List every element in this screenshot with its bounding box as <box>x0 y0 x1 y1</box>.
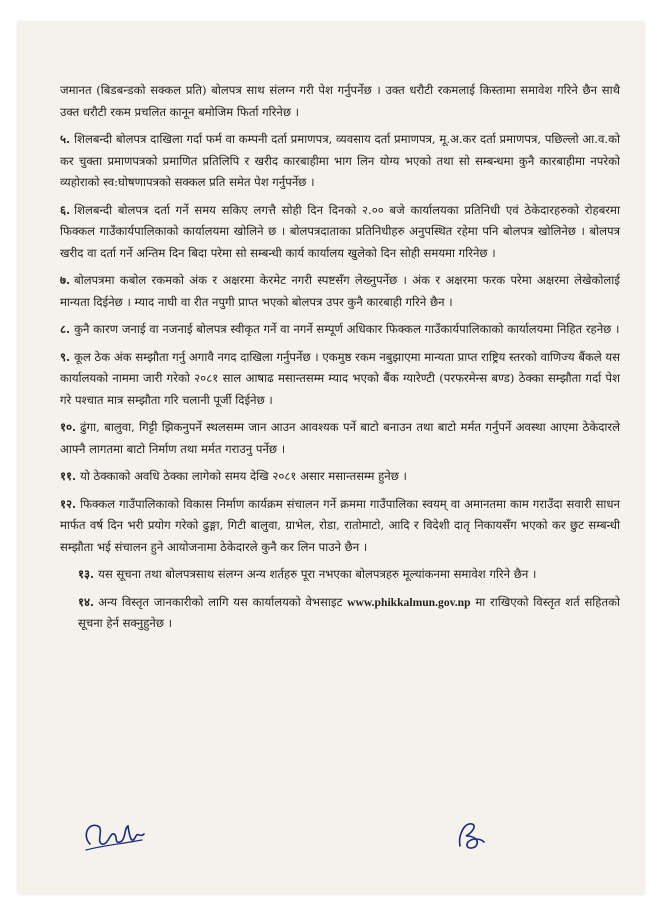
clause-number: ६. <box>60 202 71 217</box>
clause-text: बोलपत्रमा कबोल रकमको अंक र अक्षरमा केरमेट नगरी स्पष्टसँग लेख्नुपर्नेछ । अंक र अक्षरमा फरक परेमा अक्षरमा लेखेकोलाई मान्यता दिईनेछ । म्याद नाघी वा रीत नपुगी प्राप्त भएको बोलपत्र उपर कुनै कारबाही गरिने छैन । <box>60 273 620 309</box>
clause-number: १४. <box>78 594 95 609</box>
clause-7 <box>60 270 620 313</box>
clause-text: कूल ठेक अंक सम्झौता गर्नु अगावै नगद दाखिला गर्नुपर्नेछ । एकमुष्ठ रकम नबुझाएमा मान्यता प्राप्त राष्ट्रिय स्तरको वाणिज्य बैंकले यस कार्यालयको नाममा जारी गरेको २०८१ साल आषाढ मसान्तसम्म म्याद भएको बैंक ग्यारेण्टी (परफरमेन्स बण्ड) ठेक्का सम्झौता गर्दा पेश गरे पश्चात मात्र सम्झौता गरि चलानी पूर्जी दिईनेछ । <box>60 349 620 407</box>
signature-left-icon <box>80 814 152 858</box>
clause-number: ८. <box>60 322 71 336</box>
clause-number: १३. <box>78 567 95 581</box>
clause-text: अन्य विस्तृत जानकारीको लागि यस कार्यालयको वेभसाइट <box>98 594 343 609</box>
clause-5 <box>60 129 620 194</box>
clause-number: ९. <box>60 349 71 364</box>
clause-text: यस सूचना तथा बोलपत्रसाथ संलग्न अन्य शर्तहरु पूरा नभएका बोलपत्रहरु मूल्यांकनमा समावेश गरिने छैन । <box>98 567 537 581</box>
clause-11 <box>60 466 620 488</box>
clause-number: ७. <box>60 273 71 287</box>
clause-13 <box>60 564 620 586</box>
document-body <box>60 80 620 641</box>
clause-10 <box>60 417 620 460</box>
clause-text: ढुंगा, बालुवा, गिट्टी झिकनुपर्ने स्थलसम्म जान आउन आवश्यक पर्ने बाटो बनाउन तथा बाटो मर्मत गर्नुपर्ने अवस्था आएमा ठेकेदारले आफ्नै लागतमा बाटो निर्माण तथा मर्मत गराउनु पर्नेछ । <box>60 420 620 456</box>
clause-12 <box>60 494 620 559</box>
clause-9 <box>60 347 620 412</box>
clause-text: शिलबन्दी बोलपत्र दाखिला गर्दा फर्म वा कम्पनी दर्ता प्रमाणपत्र, व्यवसाय दर्ता प्रमाणपत्र, मू.अ.कर दर्ता प्रमाणपत्र, पछिल्लो आ.व.को कर चुक्ता प्रमाणपत्रको प्रमाणित प्रतिलिपि र खरीद कारबाहीमा भाग लिन योग्य भएको तथा सो सम्बन्धमा कुनै कारबाहीमा नपरेको व्यहोराको स्व:घोषणापत्रको सक्कल प्रति समेत पेश गर्नुपर्नेछ । <box>60 132 620 189</box>
signatures <box>58 812 618 872</box>
website-link[interactable]: www.phikkalmun.gov.np <box>347 595 471 609</box>
clause-text: फिक्कल गाउँपालिकाको विकास निर्माण कार्यक्रम संचालन गर्ने क्रममा गाउँपालिका स्वयम् वा अमानतमा काम गराउँदा सवारी साधन मार्फत वर्ष दिन भरी प्रयोग गरेको ढुङ्गा, गिटी बालुवा, ग्राभेल, रोडा, रातोमाटो, आदि र विदेशी दातृ निकायसँग भएको कर छुट सम्बन्धी सम्झौता भई संचालन हुने आयोजनामा ठेकेदारले कुनै कर लिन पाउने छैन । <box>60 496 620 554</box>
clause-text-end: मा राखिएको विस्तृत शर्त सहितको सूचना हेर्न सक्नुहुनेछ । <box>78 594 620 630</box>
clause-text: कुनै कारण जनाई वा नजनाई बोलपत्र स्वीकृत गर्ने वा नगर्ने सम्पूर्ण अधिकार फिक्कल गाउँकार्यपालिकाको कार्यालयमा निहित रहनेछ । <box>74 322 620 336</box>
clause-number: १२. <box>60 496 77 511</box>
clause-text: यो ठेक्काको अवधि ठेक्का लागेको समय देखि २०८१ असार मसान्तसम्म हुनेछ । <box>80 469 407 483</box>
intro-paragraph: जमानत (बिडबन्डको सक्कल प्रति) बोलपत्र साथ संलग्न गरी पेश गर्नुपर्नेछ । उक्त धरौटी रकमलाई किस्तामा समावेश गरिने छैन साथै उक्त धरौटी रकम प्रचलित कानून बमोजिम फिर्ता गरिनेछ । <box>60 83 621 119</box>
clause-number: ११. <box>60 469 77 483</box>
clause-number: १०. <box>60 420 77 434</box>
clause-6 <box>60 200 620 265</box>
clause-number: ५. <box>60 132 71 146</box>
signature-right-icon <box>450 816 490 856</box>
document-page <box>18 22 644 894</box>
clause-text: शिलबन्दी बोलपत्र दर्ता गर्ने समय सकिए लगत्तै सोही दिन दिनको २.०० बजे कार्यालयका प्रतिनिधी एवं ठेकेदारहरुको रोहबरमा फिक्कल गाउँकार्यपालिकाको कार्यालयमा खोलिने छ । बोलपत्रदाताका प्रतिनिधीहरु अनुपस्थित रहेमा पनि बोलपत्र खोलिनेछ । बोलपत्र खरीद वा दर्ता गर्ने अन्तिम दिन बिदा परेमा सो सम्बन्धी कार्य कार्यालय खुलेको दिन सोही समयमा गरिनेछ । <box>60 202 620 260</box>
clause-8 <box>60 319 620 341</box>
clause-14 <box>60 592 620 635</box>
